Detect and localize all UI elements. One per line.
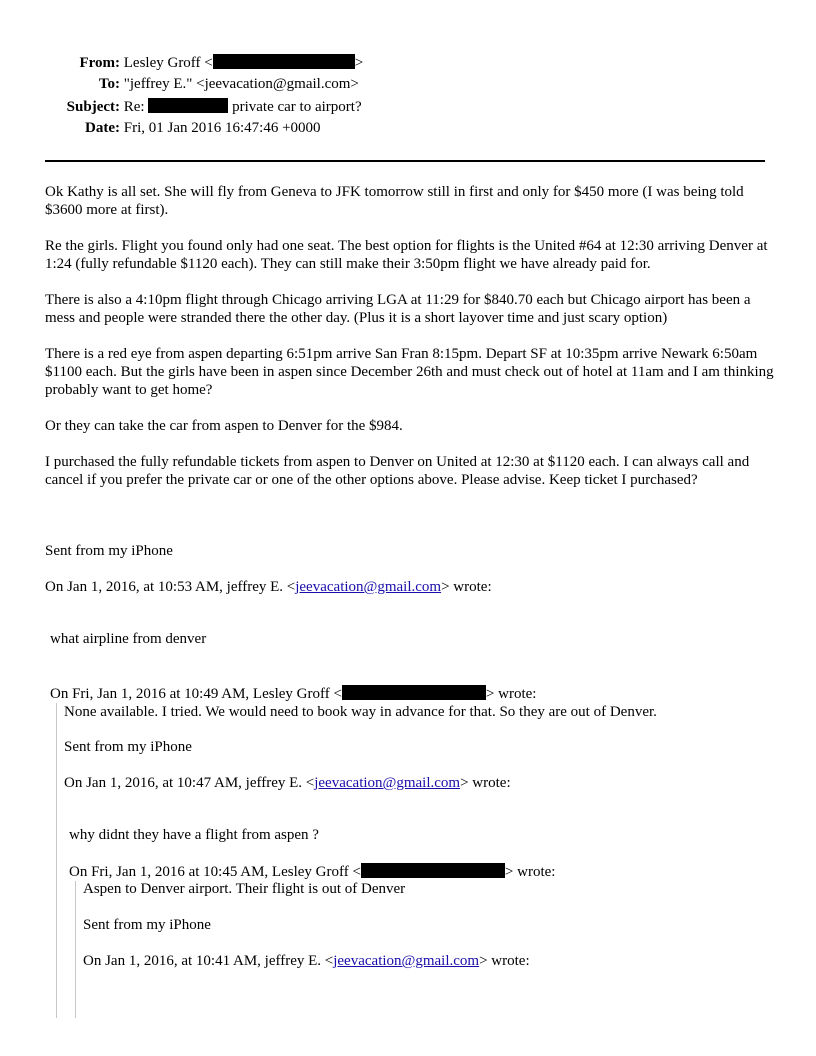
body-paragraph-5: Or they can take the car from aspen to Denver for the $984.: [45, 418, 403, 434]
from-label: From:: [79, 55, 120, 71]
to-row: [0, 76, 359, 93]
redacted-subject: [148, 98, 228, 113]
redacted-email: [342, 685, 486, 700]
quote-bar-level-2: [75, 881, 76, 1018]
subject-row: [0, 98, 362, 116]
body-paragraph-3: There is also a 4:10pm flight through Chicago arriving LGA at 11:29 for $840.70 each but Chicago airport has been a mess and people were stranded there the other day. (Plus it is a short layover time and just scary option): [45, 292, 751, 326]
attribution-prefix: On Fri, Jan 1, 2016 at 10:45 AM, Lesley Groff <: [69, 864, 361, 880]
from-close: >: [354, 55, 364, 71]
email-link[interactable]: jeevacation@gmail.com: [314, 775, 461, 791]
attribution-suffix: > wrote:: [441, 579, 492, 595]
date-label: Date:: [85, 120, 120, 136]
quote-attribution-2: [50, 685, 536, 703]
from-row: [0, 54, 363, 72]
quote-text-3: why didnt they have a flight from aspen ?: [69, 827, 319, 843]
body-paragraph-2: Re the girls. Flight you found only had one seat. The best option for flights is the United #64 at 12:30 arriving Denver at 1:24 (fully refundable $1120 each). They can still make their 3:50pm flight we have already paid for.: [45, 238, 768, 272]
email-link[interactable]: jeevacation@gmail.com: [295, 579, 442, 595]
attribution-suffix: > wrote:: [485, 686, 537, 702]
attribution-suffix: > wrote:: [479, 953, 530, 969]
attribution-prefix: On Jan 1, 2016, at 10:47 AM, jeffrey E. <: [64, 775, 315, 791]
quote-text-2: None available. I tried. We would need to book way in advance for that. So they are out of Denver.: [64, 704, 657, 720]
quote-text-4: Aspen to Denver airport. Their flight is out of Denver: [83, 881, 406, 897]
redacted-email: [361, 863, 505, 878]
date-row: [0, 120, 321, 137]
redacted-email: [213, 54, 355, 69]
quote-signature-4: Sent from my iPhone: [83, 917, 211, 933]
date-value: Fri, 01 Jan 2016 16:47:46 +0000: [123, 120, 321, 136]
quote-text-1: what airpline from denver: [50, 631, 207, 647]
body-paragraph-6: I purchased the fully refundable tickets from aspen to Denver on United at 12:30 at $1120 each. I can always call and cancel if you prefer the private car or one of the other options above. Please advise. Keep ticket I purchased?: [45, 454, 750, 488]
attribution-prefix: On Jan 1, 2016, at 10:41 AM, jeffrey E. <: [83, 953, 334, 969]
quote-signature-2: Sent from my iPhone: [64, 739, 192, 755]
to-label: To:: [98, 76, 120, 92]
body-paragraph-1: Ok Kathy is all set. She will fly from Geneva to JFK tomorrow still in first and only for $450 more (I was being told $3600 more at first).: [45, 184, 744, 218]
quote-attribution-5: [83, 953, 530, 970]
signature: Sent from my iPhone: [45, 543, 173, 559]
attribution-suffix: > wrote:: [460, 775, 511, 791]
body-paragraph-4: There is a red eye from aspen departing 6:51pm arrive San Fran 8:15pm. Depart SF at 10:35pm arrive Newark 6:50am $1100 each. But the girls have been in aspen since December 26th and must check out of hotel at 11am and I am thinking probably want to get home?: [45, 346, 774, 398]
quote-attribution-3: [64, 775, 511, 792]
attribution-prefix: On Jan 1, 2016, at 10:53 AM, jeffrey E. <: [45, 579, 296, 595]
subject-prefix: Re:: [123, 99, 145, 115]
quote-attribution-1: [45, 579, 492, 596]
header-divider: [45, 160, 765, 162]
to-value: "jeffrey E." <jeevacation@gmail.com>: [123, 76, 359, 92]
attribution-prefix: On Fri, Jan 1, 2016 at 10:49 AM, Lesley Groff <: [50, 686, 342, 702]
subject-text: private car to airport?: [232, 99, 362, 115]
from-name: Lesley Groff <: [123, 55, 213, 71]
quote-bar-level-1: [56, 703, 57, 1018]
subject-label: Subject:: [66, 99, 120, 115]
attribution-suffix: > wrote:: [504, 864, 556, 880]
email-link[interactable]: jeevacation@gmail.com: [333, 953, 480, 969]
quote-attribution-4: [69, 863, 555, 881]
